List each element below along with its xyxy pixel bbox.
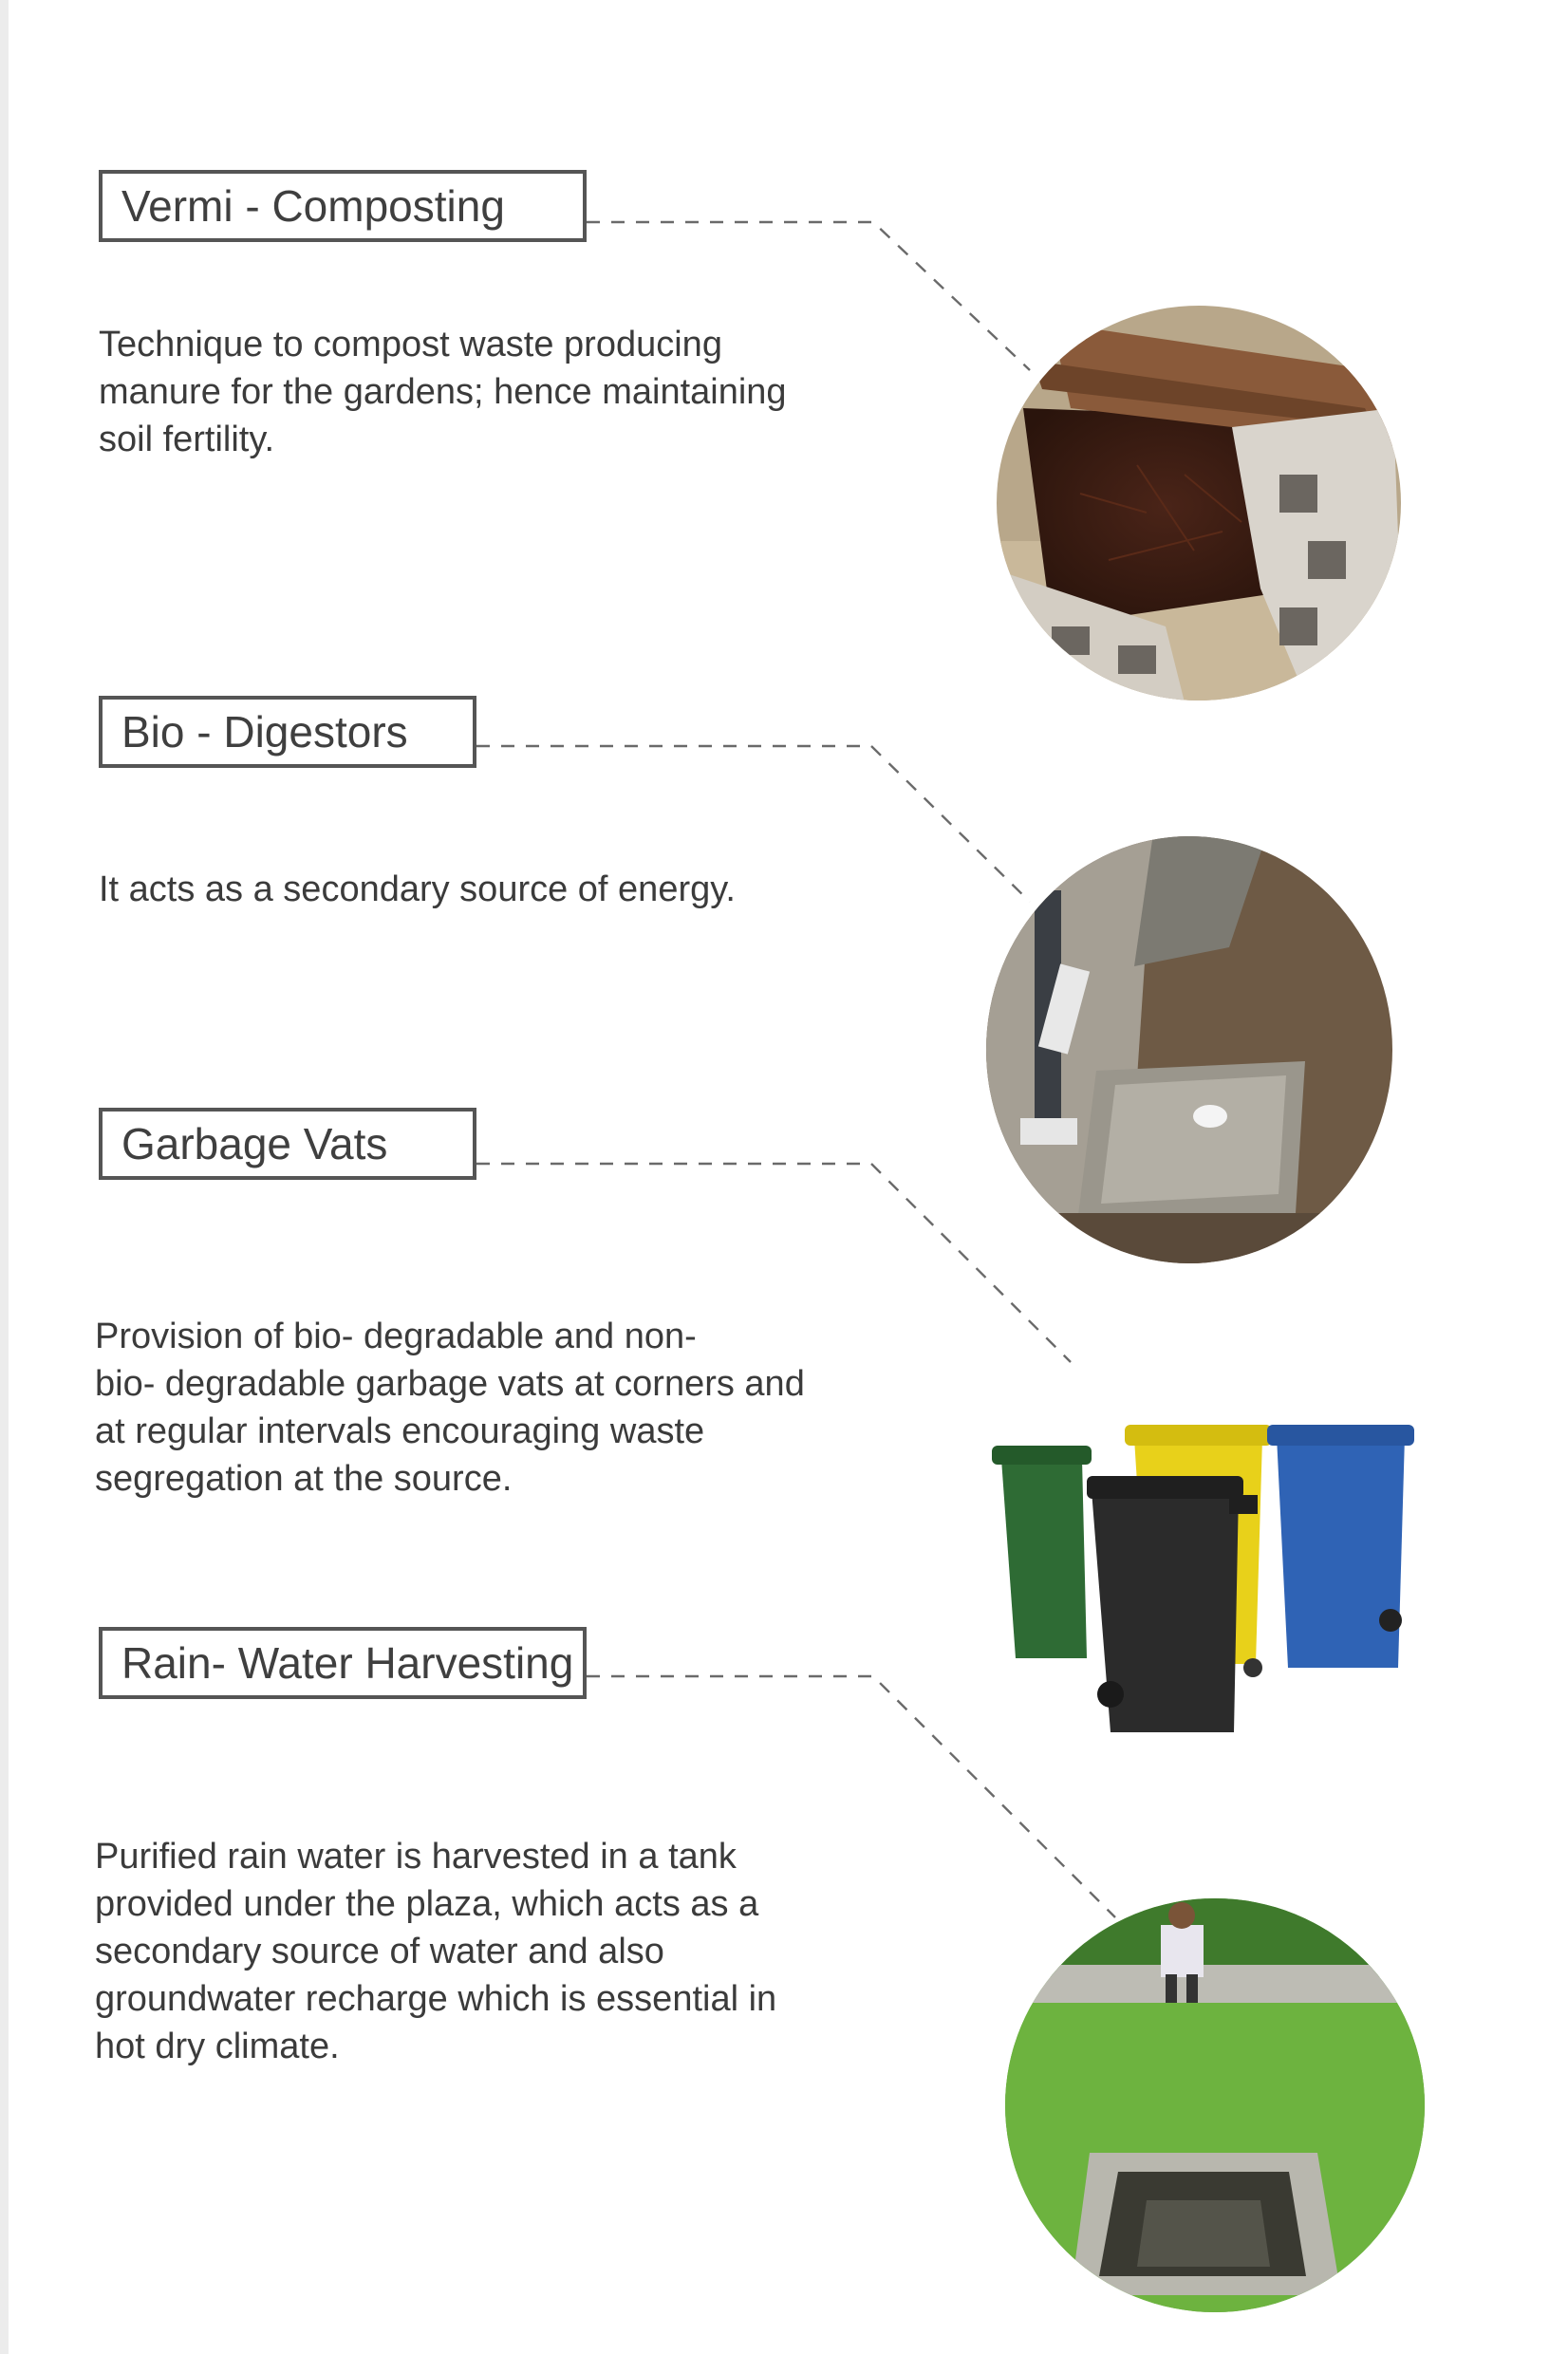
- section-description: Technique to compost waste producing manure for the gardens; hence maintaining soil fertility.: [99, 325, 787, 459]
- section-description: Purified rain water is harvested in a tank provided under the plaza, which acts as a secondary source of water and also groundwater recharge which is essential in hot dry climate.: [95, 1837, 777, 2066]
- bio-digestor-photo: [982, 833, 1395, 1265]
- section-heading: [99, 170, 587, 242]
- section-heading: [99, 1108, 476, 1180]
- section-heading: [99, 1627, 587, 1699]
- compost-bin-photo: [995, 304, 1403, 702]
- garbage-bins-photo: [992, 1419, 1419, 1742]
- section-title: Vermi - Composting: [121, 181, 505, 231]
- section-description: It acts as a secondary source of energy.: [99, 869, 736, 909]
- section-title: Bio - Digestors: [121, 707, 408, 757]
- rainwater-pit-photo: [1004, 1896, 1427, 2314]
- section-heading: [99, 696, 476, 768]
- section-title: Garbage Vats: [121, 1119, 388, 1168]
- section-description: Provision of bio- degradable and non- bio- degradable garbage vats at corners and at regular intervals encouraging waste segregation at the source.: [95, 1317, 805, 1499]
- section-title: Rain- Water Harvesting: [121, 1638, 574, 1688]
